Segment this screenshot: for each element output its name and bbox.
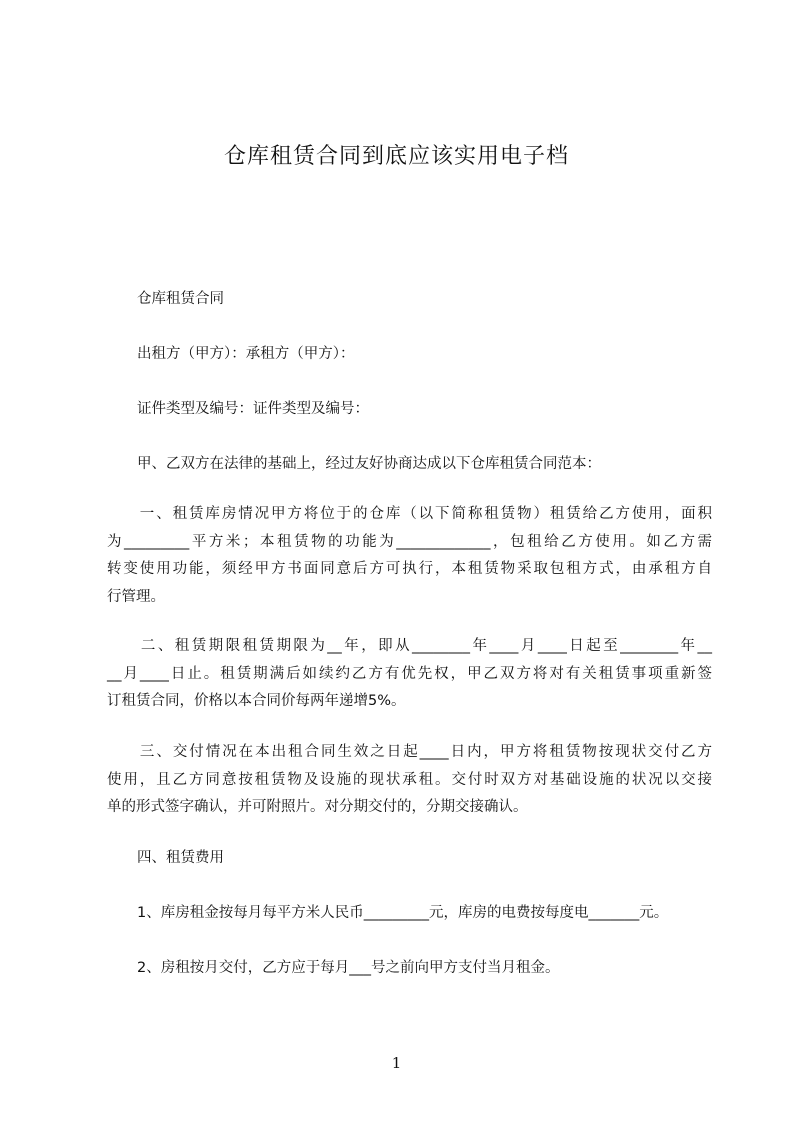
intro-paragraph: 甲、乙双方在法律的基础上，经过友好协商达成以下仓库租赁合同范本： <box>137 456 601 472</box>
clause-4-item-2: 2、房租按月交付，乙方应于每月___号之前向甲方支付当月租金。 <box>137 960 560 976</box>
clause-3-row: 三、交付情况在本出租合同生效之日起____日内，甲方将租赁物按现状交付乙方 <box>107 744 712 760</box>
contract-heading: 仓库租赁合同 <box>137 291 224 307</box>
clause-1-row: 行管理。 <box>107 588 165 605</box>
clause-3-delivery <box>107 739 712 822</box>
clause-4-heading: 四、租赁费用 <box>137 850 224 866</box>
clause-2-row: 二、租赁期限租赁期限为__年，即从________年____月____日起至________年__ <box>107 638 712 654</box>
clause-2-row: __月____日止。租赁期满后如续约乙方有优先权，甲乙双方将对有关租赁事项重新签 <box>107 665 712 682</box>
document-title: 仓库租赁合同到底应该实用电子档 <box>223 144 569 169</box>
parties-line: 出租方（甲方）：承租方（甲方）： <box>137 346 355 362</box>
clause-1-row: 为_________平方米；本租赁物的功能为_____________，包租给乙方使用。如乙方需 <box>107 533 712 550</box>
page-number: 1 <box>391 1054 402 1072</box>
id-type-line: 证件类型及编号：证件类型及编号： <box>137 401 369 417</box>
clause-2-lease-term <box>107 633 712 716</box>
clause-3-row: 使用，且乙方同意按租赁物及设施的现状承租。交付时双方对基础设施的状况以交接 <box>107 771 712 788</box>
clause-1-lease-premises <box>107 501 712 611</box>
clause-1-row: 一、租赁库房情况甲方将位于的仓库（以下简称租赁物）租赁给乙方使用，面积 <box>107 506 712 522</box>
clause-3-row: 单的形式签字确认，并可附照片。对分期交付的，分期交接确认。 <box>107 799 528 815</box>
clause-2-row: 订租赁合同，价格以本合同价每两年递增5%。 <box>107 693 406 709</box>
clause-4-item-1: 1、库房租金按每月每平方米人民币_________元，库房的电费按每度电_______元。 <box>137 905 669 921</box>
clause-1-row: 转变使用功能，须经甲方书面同意后方可执行，本租赁物采取包租方式，由承租方自 <box>107 561 712 577</box>
